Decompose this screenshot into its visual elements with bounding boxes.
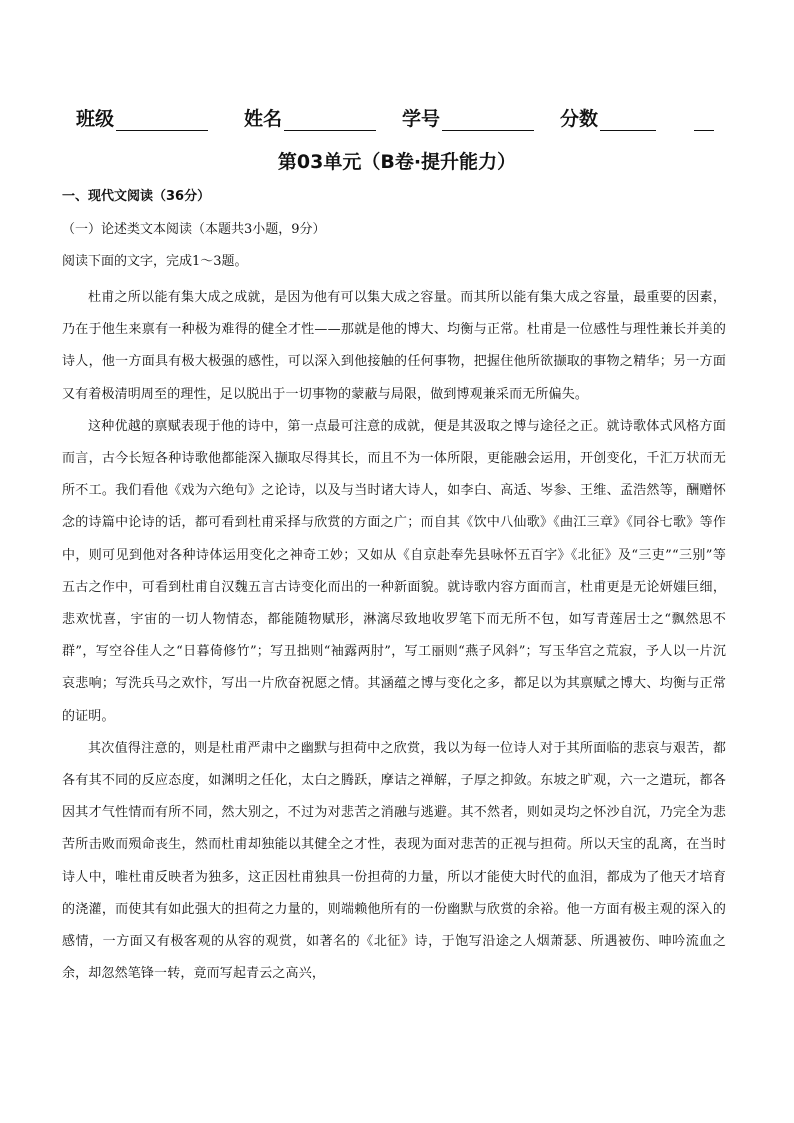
extra-blank[interactable] xyxy=(694,110,714,131)
score-label: 分数 xyxy=(560,108,599,130)
class-blank[interactable] xyxy=(116,110,208,131)
class-label: 班级 xyxy=(76,108,115,130)
page-title: 第03单元（B卷·提升能力） xyxy=(277,151,517,173)
instruction-text: 阅读下面的文字，完成1～3题。 xyxy=(62,254,248,269)
score-blank[interactable] xyxy=(600,110,656,131)
passage-paragraph-2: 这种优越的禀赋表现于他的诗中，第一点最可注意的成就，便是其汲取之博与途径之正。就诗歌体式风格方面而言，古今长短各种诗歌他都能深入撷取尽得其长，而且不为一体所限，更能融会运用，开创变化，千汇万状而无所不工。我们看他《戏为六绝句》之论诗，以及与当时诸大诗人，如李白、高适、岑参、王维、孟浩然等，酬赠怀念的诗篇中论诗的话，都可看到杜甫采择与欣赏的方面之广；而自其《饮中八仙歌》《曲江三章》《同谷七歌》等作中，则可见到他对各种诗体运用变化之神奇工妙；又如从《自京赴奉先县咏怀五百字》《北征》及“三吏”“三别”等五古之作中，可看到杜甫自汉魏五言古诗变化而出的一种新面貌。就诗歌内容方面而言，杜甫更是无论妍媸巨细，悲欢忧喜，宇宙的一切人物情态，都能随物赋形，淋漓尽致地收罗笔下而无所不包，如写青莲居士之“飘然思不群”，写空谷佳人之“日暮倚修竹”；写丑拙则“袖露两肘”，写工丽则“燕子风斜”；写玉华宫之荒寂，予人以一片沉哀悲响；写洗兵马之欢忭，写出一片欣奋祝愿之情。其涵蕴之博与变化之多，都足以为其禀赋之博大、均衡与正常的证明。 xyxy=(62,418,726,724)
passage-paragraph-1: 杜甫之所以能有集大成之成就，是因为他有可以集大成之容量。而其所以能有集大成之容量，最重要的因素，乃在于他生来禀有一种极为难得的健全才性——那就是他的博大、均衡与正常。杜甫是一位感性与理性兼长并美的诗人，他一方面具有极大极强的感性，可以深入到他接触的任何事物，把握住他所欲撷取的事物之精华；另一方面又有着极清明周至的理性，足以脱出于一切事物的蒙蔽与局限，做到博观兼采而无所偏失。 xyxy=(62,290,726,402)
name-field[interactable] xyxy=(244,104,376,131)
score-field[interactable] xyxy=(560,104,656,131)
student-id-label: 学号 xyxy=(402,108,441,130)
reading-passage xyxy=(62,282,726,990)
passage-paragraph-3: 其次值得注意的，则是杜甫严肃中之幽默与担荷中之欣赏，我以为每一位诗人对于其所面临的悲哀与艰苦，都各有其不同的反应态度，如渊明之任化，太白之腾跃，摩诘之禅解，子厚之抑敛。东坡之旷观，六一之遣玩，都各因其才气性情而有所不同，然大别之，不过为对悲苦之消融与逃避。其不然者，则如灵均之怀沙自沉，乃完全为悲苦所击败而殒命丧生，然而杜甫却独能以其健全之才性，表现为面对悲苦的正视与担荷。所以天宝的乱离，在当时诗人中，唯杜甫反映者为独多，这正因杜甫独具一份担荷的力量，所以才能使大时代的血泪，都成为了他天才培育的浇灌，而使其有如此强大的担荷之力量的，则端赖他所有的一份幽默与欣赏的余裕。他一方面有极主观的深入的感情，一方面又有极客观的从容的观赏，如著名的《北征》诗，于饱写沿途之人烟萧瑟、所遇被伤、呻吟流血之余，却忽然笔锋一转，竟而写起青云之高兴， xyxy=(62,740,726,982)
section-heading: 一、现代文阅读（36分） xyxy=(62,189,211,204)
class-field[interactable] xyxy=(76,104,208,131)
name-label: 姓名 xyxy=(244,108,283,130)
name-blank[interactable] xyxy=(284,110,376,131)
student-id-field[interactable] xyxy=(402,104,534,131)
student-info-header xyxy=(76,104,726,131)
subsection-heading: （一）论述类文本阅读（本题共3小题，9分） xyxy=(62,222,326,237)
student-id-blank[interactable] xyxy=(442,110,534,131)
